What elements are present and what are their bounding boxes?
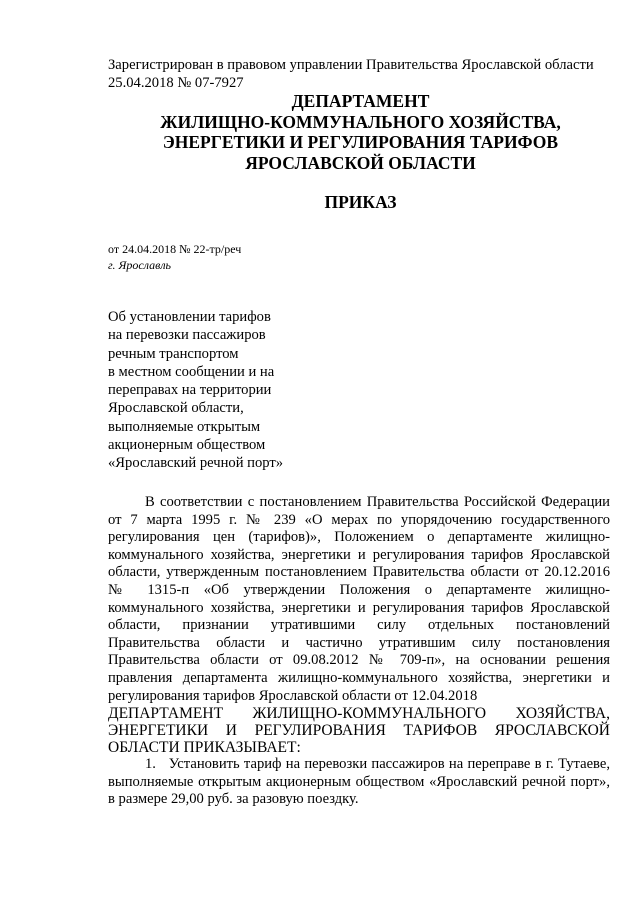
subject-line: речным транспортом	[108, 345, 239, 362]
department-line-4: ЯРОСЛАВСКОЙ ОБЛАСТИ	[245, 152, 476, 173]
subject-line: Ярославской области,	[108, 400, 244, 417]
subject-line: переправах на территории	[108, 382, 272, 399]
order-clause: ДЕПАРТАМЕНТ ЖИЛИЩНО-КОММУНАЛЬНОГО ХОЗЯЙСТВА, ЭНЕРГЕТИКИ И РЕГУЛИРОВАНИЯ ТАРИФОВ ЯРОСЛАВСКОЙ ОБЛАСТИ ПРИКАЗЫВАЕТ:	[108, 705, 610, 757]
order-body	[108, 494, 610, 809]
registration-line-1: Зарегистрирован в правовом управлении Правительства Ярославской области	[108, 57, 594, 73]
order-subject	[108, 308, 283, 473]
registration-note	[108, 56, 613, 92]
department-line-3: ЭНЕРГЕТИКИ И РЕГУЛИРОВАНИЯ ТАРИФОВ	[162, 132, 559, 152]
order-item-1: 1. Установить тариф на перевозки пассажиров на переправе в г. Тутаеве, выполняемые открытым акционерным обществом «Ярославский речной порт», в размере 29,00 руб. за разовую поездку.	[108, 756, 610, 808]
order-title: ПРИКАЗ	[324, 192, 397, 212]
subject-line: в местном сообщении и на	[108, 363, 275, 380]
department-line-1: ДЕПАРТАМЕНТ	[291, 91, 430, 111]
order-city: г. Ярославль	[108, 258, 172, 272]
department-header	[108, 91, 613, 173]
registration-line-2: 25.04.2018 № 07-7927	[108, 75, 244, 91]
subject-line: акционерным обществом	[108, 437, 266, 454]
order-meta	[108, 241, 241, 273]
order-date-number: от 24.04.2018 № 22-тр/реч	[108, 242, 242, 256]
subject-line: Об установлении тарифов	[108, 309, 271, 325]
department-line-2: ЖИЛИЩНО-КОММУНАЛЬНОГО ХОЗЯЙСТВА,	[160, 111, 561, 132]
subject-line: на перевозки пассажиров	[108, 327, 266, 344]
subject-line: «Ярославский речной порт»	[108, 455, 284, 472]
preamble-paragraph: В соответствии с постановлением Правительства Российской Федерации от 7 марта 1995 г. № 239 «О мерах по упорядочению государственного регулирования цен (тарифов)», Положением о департаменте жилищно-коммунального хозяйства, энергетики и регулирования тарифов Ярославской области, утвержденным постановлением Правительства области от 20.12.2016 № 1315-п «Об утверждении Положения о департаменте жилищно-коммунального хозяйства, энергетики и регулирования тарифов Ярославской области, признании утратившими силу отдельных постановлений Правительства области и частично утратившим силу постановления Правительства области от 09.08.2012 № 709-п», на основании решения правления департамента жилищно-коммунального хозяйства, энергетики и регулирования тарифов Ярославской области от 12.04.2018	[108, 494, 610, 704]
subject-line: выполняемые открытым	[108, 418, 261, 435]
